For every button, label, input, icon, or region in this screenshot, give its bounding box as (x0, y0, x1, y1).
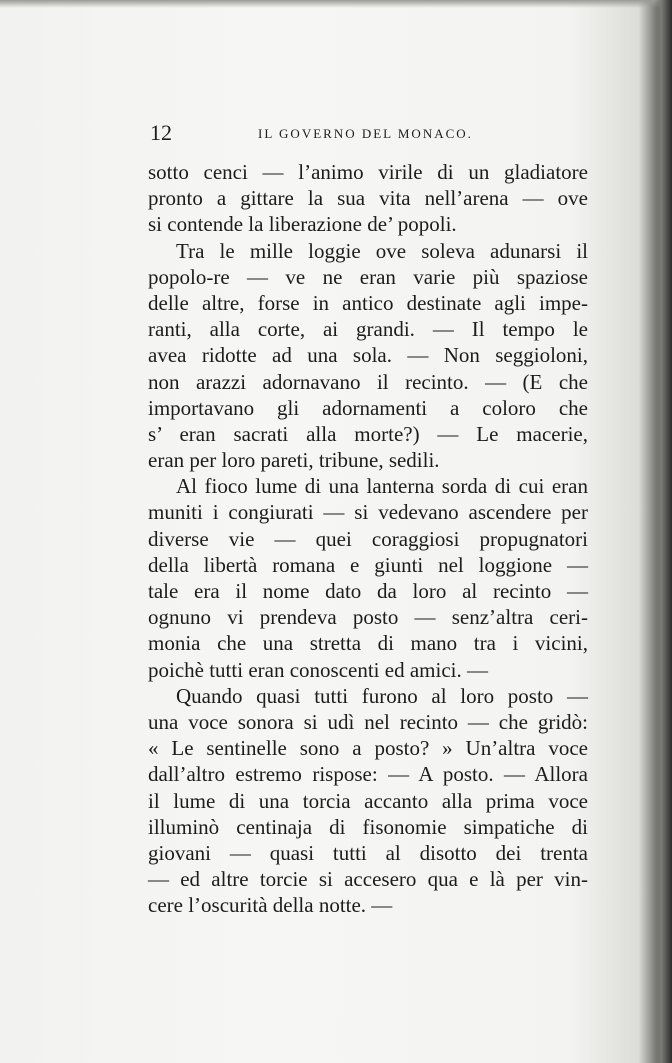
text-line: « Le sentinelle sono a posto? » Un’altra voce (148, 736, 588, 761)
page-header (148, 120, 588, 148)
text-line: il lume di una torcia accanto alla prima voce (148, 788, 588, 813)
text-line: una voce sonora si udì nel recinto — che gridò: (148, 709, 588, 734)
text-line: non arazzi adornavano il recinto. — (E che (148, 369, 588, 394)
running-head: IL GOVERNO DEL MONACO. (258, 126, 473, 141)
text-line: eran per loro pareti, tribune, sedili. (148, 448, 440, 473)
text-line: muniti i congiurati — si vedevano ascendere per (148, 500, 588, 525)
text-line: delle altre, forse in antico destinate agli impe- (148, 290, 588, 315)
text-line: — ed altre torcie si accesero qua e là per vin- (148, 867, 588, 892)
text-line: giovani — quasi tutti al disotto dei trenta (148, 840, 588, 865)
page-number: 12 (150, 120, 172, 145)
text-line: Tra le mille loggie ove soleva adunarsi il (176, 238, 588, 263)
text-line: illuminò centinaja di fisonomie simpatiche di (148, 814, 588, 839)
text-line: importavano gli adornamenti a coloro che (148, 395, 588, 420)
text-line: poichè tutti eran conoscenti ed amici. — (148, 657, 488, 682)
text-line: diverse vie — quei coraggiosi propugnatori (148, 526, 588, 551)
text-line: s’ eran sacrati alla morte?) — Le macerie, (148, 421, 588, 446)
text-line: Quando quasi tutti furono al loro posto — (176, 683, 588, 708)
text-line: avea ridotte ad una sola. — Non seggioloni, (148, 343, 588, 368)
text-line: pronto a gittare la sua vita nell’arena — ove (148, 186, 588, 211)
text-line: dall’altro estremo rispose: — A posto. — Allora (148, 762, 588, 787)
text-line: della libertà romana e giunti nel loggione — (148, 552, 588, 577)
page-top-shadow (0, 0, 672, 8)
body-text (148, 159, 588, 918)
text-line: tale era il nome dato da loro al recinto — (148, 579, 588, 603)
text-line: ranti, alla corte, ai grandi. — Il tempo le (148, 317, 588, 342)
text-line: ognuno vi prendeva posto — senz’altra ceri- (148, 605, 588, 630)
text-line: popolo-re — ve ne eran varie più spaziose (148, 264, 588, 289)
text-line: si contende la liberazione de’ popoli. (148, 212, 457, 237)
text-line: monia che una stretta di mano tra i vicini, (148, 631, 588, 656)
page-binding-edge (654, 0, 672, 1063)
text-line: sotto cenci — l’animo virile di un gladiatore (148, 160, 588, 184)
text-line: cere l’oscurità della notte. — (148, 893, 393, 918)
text-line: Al fioco lume di una lanterna sorda di cui eran (176, 474, 588, 499)
